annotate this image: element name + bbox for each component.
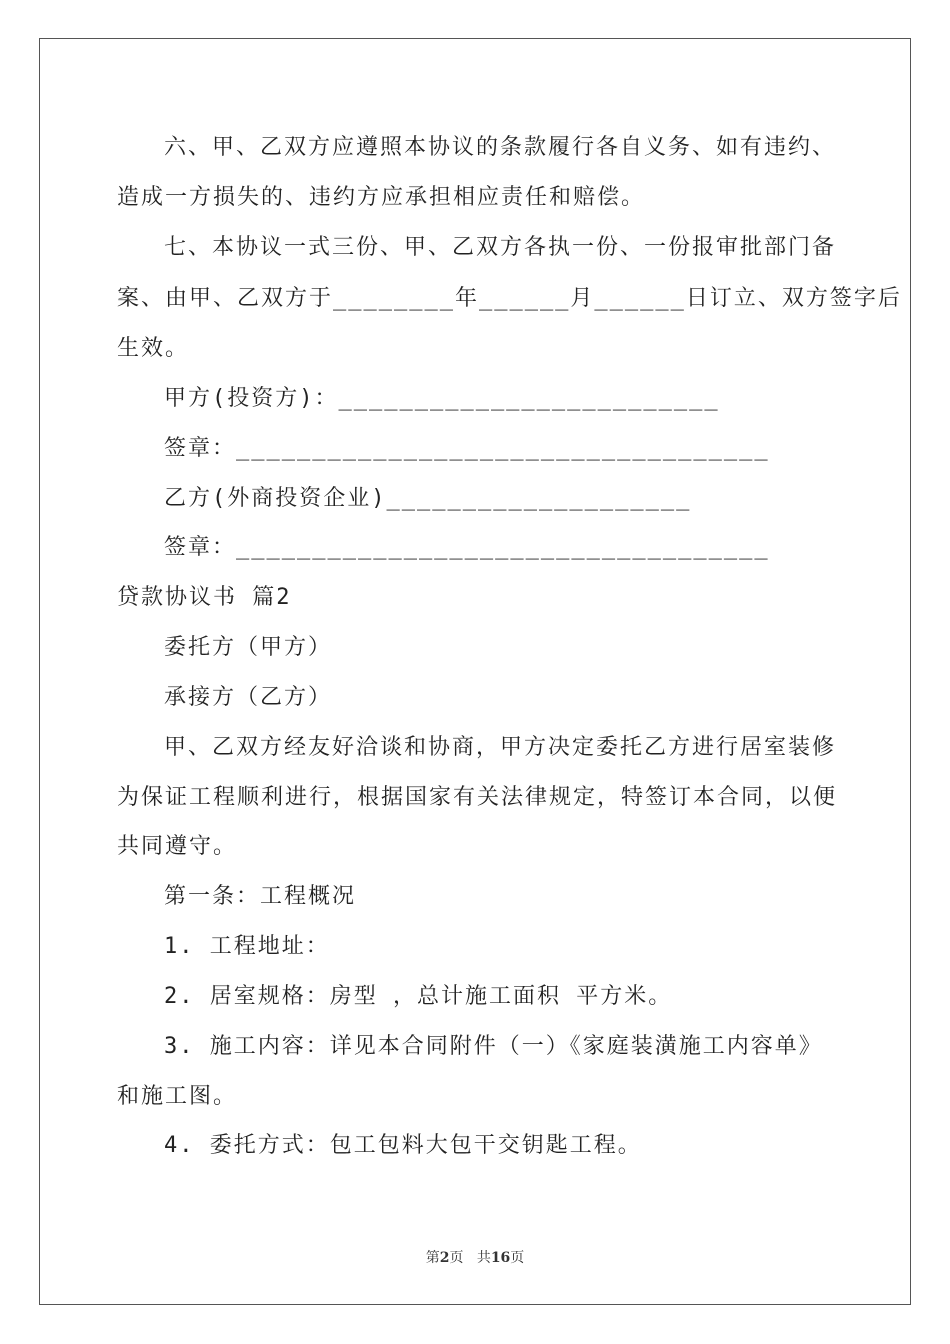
contractor-party-line: 承接方（乙方）: [164, 685, 333, 710]
preamble-line-2: 为保证工程顺利进行，根据国家有关法律规定，特签订本合同，以便: [117, 785, 838, 810]
item-construction-content-2: 和施工图。: [117, 1084, 238, 1109]
footer-total-pages: 16: [490, 1250, 511, 1266]
party-b-enterprise-line: 乙方(外商投资企业)____________________: [164, 486, 692, 511]
preamble-line-3: 共同遵守。: [117, 834, 238, 859]
footer-total-prefix: 共: [476, 1250, 491, 1266]
item-construction-content-1: 3. 施工内容：详见本合同附件（一）《家庭装潢施工内容单》: [164, 1034, 823, 1059]
footer-prefix: 第: [425, 1250, 440, 1266]
item-project-address: 1. 工程地址：: [164, 934, 330, 959]
party-a-investor-line: 甲方(投资方)：_________________________: [164, 386, 720, 411]
clause-seven-line-1: 七、本协议一式三份、甲、乙双方各执一份、一份报审批部门备: [164, 235, 837, 260]
party-a-seal-line: 签章：___________________________________: [164, 436, 770, 461]
clause-six-line-2: 造成一方损失的、违约方应承担相应责任和赔偿。: [117, 185, 646, 210]
article-one-heading: 第一条：工程概况: [164, 884, 357, 909]
party-b-seal-line: 签章：___________________________________: [164, 535, 770, 560]
item-commission-method: 4. 委托方式：包工包料大包干交钥匙工程。: [164, 1133, 642, 1158]
footer-page-number: 2: [439, 1250, 450, 1266]
clause-seven-line-3: 生效。: [117, 336, 190, 361]
page-border: [39, 38, 911, 1305]
footer-total-suffix: 页: [510, 1250, 525, 1266]
item-room-spec: 2. 居室规格：房型 ，总计施工面积 平方米。: [164, 984, 673, 1009]
clause-six-line-1: 六、甲、乙双方应遵照本协议的条款履行各自义务、如有违约、: [164, 135, 837, 160]
section-heading: 贷款协议书 篇2: [117, 585, 292, 610]
preamble-line-1: 甲、乙双方经友好洽谈和协商，甲方决定委托乙方进行居室装修: [164, 735, 837, 760]
client-party-line: 委托方（甲方）: [164, 635, 333, 660]
page-footer: [0, 1247, 950, 1267]
footer-page-suffix: 页: [449, 1250, 464, 1266]
clause-seven-line-2: 案、由甲、乙双方于________年______月______日订立、双方签字后: [117, 286, 902, 311]
